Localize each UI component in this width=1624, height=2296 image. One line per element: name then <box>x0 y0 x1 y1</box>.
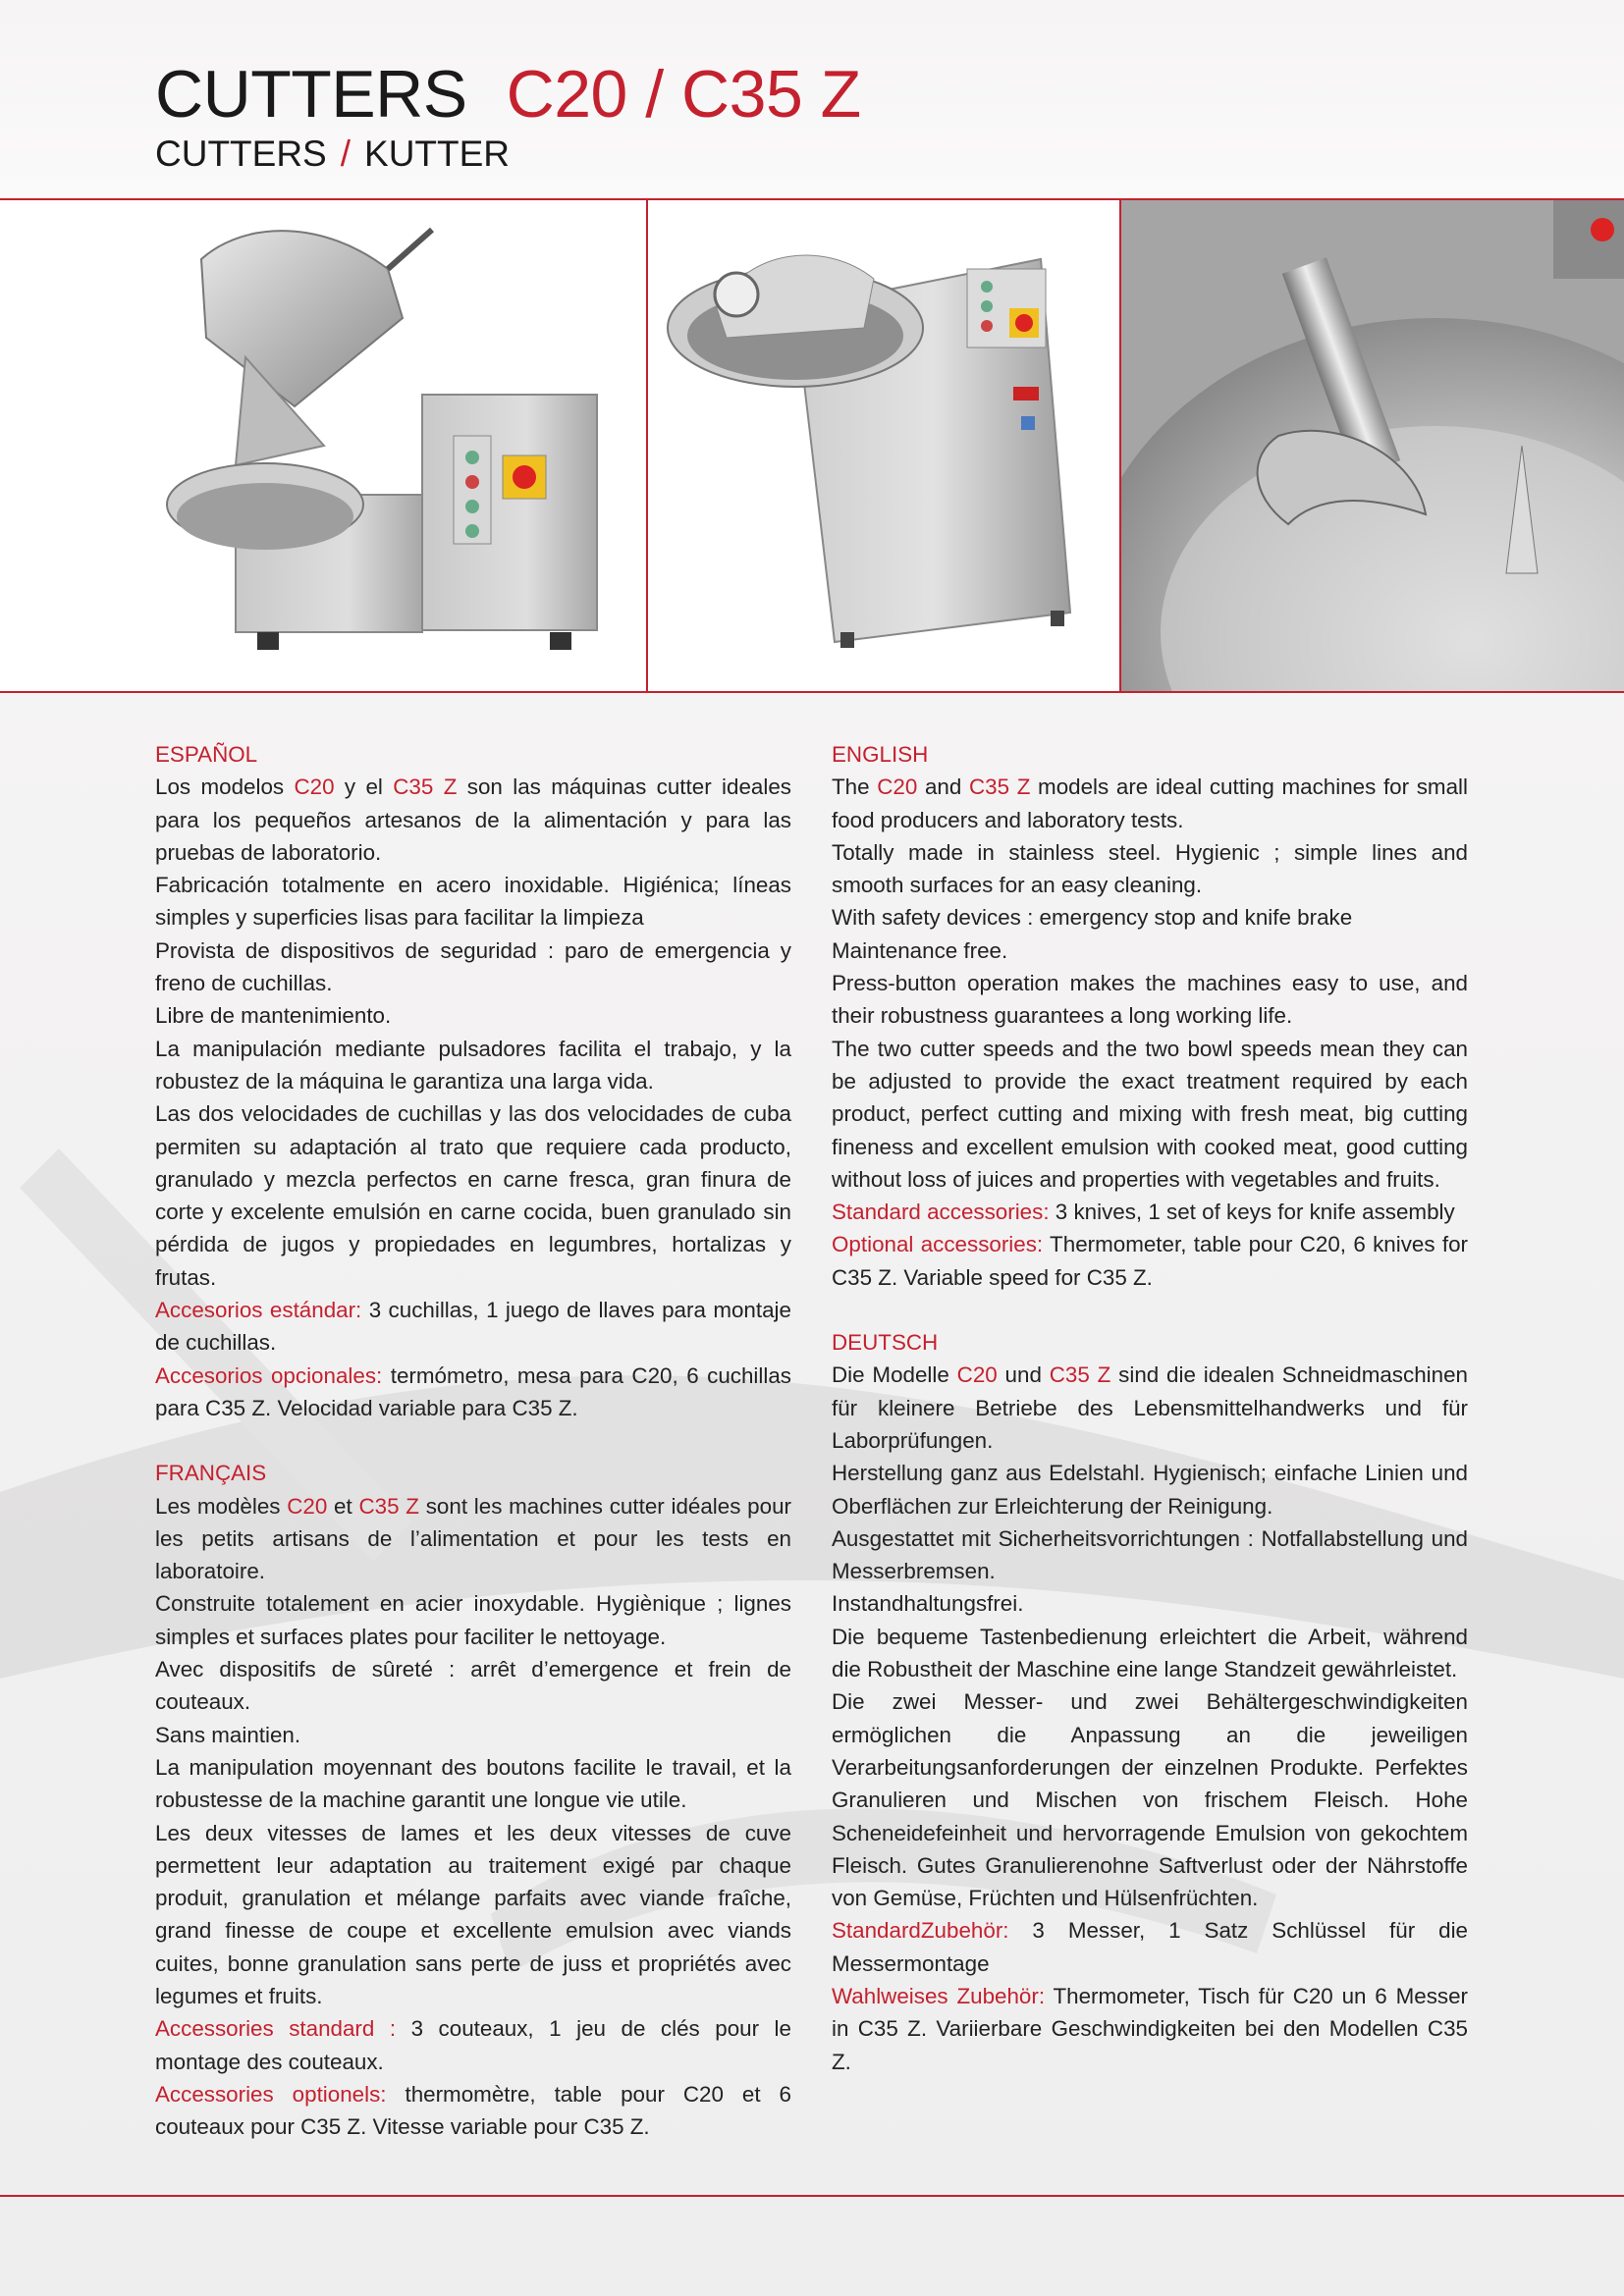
accessories-text: termómetro, mesa para C20, 6 cuchillas para C35 Z. Velocidad variable para C35 Z. <box>155 1362 791 1420</box>
accessories-text: Thermometer, table pour C20, 6 knives for C35 Z. Variable speed for C35 Z. <box>832 1232 1468 1290</box>
optional-accessories <box>155 2078 791 2144</box>
optional-accessories <box>832 1980 1468 2078</box>
intro-text: Les modèles <box>155 1493 288 1519</box>
intro-text: Die Modelle <box>832 1362 957 1388</box>
paragraph: Construite totalement en acier inoxydable. Hygiènique ; lignes simples et surfaces plates pour faciliter le nettoyage. <box>155 1591 791 1649</box>
page-subtitle <box>155 133 510 175</box>
accessories-label: Accesorios estándar: <box>155 1298 362 1323</box>
accessories-text: thermomètre, table pour C20 et 6 couteaux pour C35 Z. Vitesse variable pour C35 Z. <box>155 2081 791 2140</box>
section-english <box>832 738 1468 1294</box>
section-heading: ENGLISH <box>832 742 929 767</box>
section-espanol <box>155 738 791 1424</box>
photo-divider-2 <box>1119 200 1121 693</box>
intro-text: and <box>917 774 969 800</box>
accessories-text: Thermometer, Tisch für C20 un 6 Messer in C35 Z. Variierbare Geschwindigkeiten bei den Modellen C35 Z. <box>832 1983 1468 2074</box>
accessories-label: Accessories standard : <box>155 2016 397 2042</box>
paragraph: Avec dispositifs de sûreté : arrêt d’emergence et frein de couteaux. <box>155 1657 791 1715</box>
photo-bowl-closeup <box>1121 200 1624 693</box>
paragraph: Maintenance free. <box>832 937 1008 963</box>
accessories-label: Accesorios opcionales: <box>155 1362 383 1388</box>
accessories-label: Standard accessories: <box>832 1200 1050 1225</box>
intro-paragraph <box>832 771 1468 836</box>
photo-cutter-closed <box>648 200 1119 693</box>
paragraph: Die zwei Messer- und zwei Behältergeschwindigkeiten ermöglichen die Anpassung an die jeweiligen Verarbeitungsanforderungen der einzelnen Produkte. Perfektes Granulieren und Mischen von frischem Fleisch. Hohe Scheneidefeinheit und hervorragende Emulsion von gekochtem Fleisch. Gutes Granulierenohne Saftverlust oder der Nährstoffe von Gemüse, Früchten und Hülsenfrüchten. <box>832 1689 1468 1911</box>
model-c35z: C35 Z <box>968 774 1031 800</box>
column-left <box>155 738 791 2175</box>
intro-text: sind die idealen Schneidmaschinen für kleinere Betriebe des Lebensmittelhandwerks und für Laborprüfungen. <box>832 1362 1468 1453</box>
paragraph: Ausgestattet mit Sicherheitsvorrichtungen : Notfallabstellung und Messerbremsen. <box>832 1525 1468 1584</box>
accessories-text: 3 knives, 1 set of keys for knife assembly <box>1049 1200 1455 1225</box>
paragraph: La manipulation moyennant des boutons facilite le travail, et la robustesse de la machine garantit une longue vie utile. <box>155 1754 791 1813</box>
intro-text: und <box>997 1362 1050 1388</box>
accessories-label: Wahlweises Zubehör: <box>832 1983 1046 2008</box>
footer-rule <box>0 2195 1624 2197</box>
paragraph: Sans maintien. <box>155 1722 301 1747</box>
product-photo-strip <box>0 200 1624 693</box>
paragraph: Fabricación totalmente en acero inoxidable. Higiénica; líneas simples y superficies lisas para facilitar la limpieza <box>155 873 791 931</box>
photo-cutter-open <box>0 200 646 693</box>
accessories-label: Accessories optionels: <box>155 2081 387 2107</box>
model-c20: C20 <box>287 1493 328 1519</box>
paragraph: Die bequeme Tastenbedienung erleichtert die Arbeit, während die Robustheit der Maschine eine lange Standzeit gewährleistet. <box>832 1624 1468 1682</box>
intro-paragraph <box>155 1490 791 1588</box>
intro-text: The <box>832 774 878 800</box>
standard-accessories <box>832 1914 1468 1980</box>
optional-accessories <box>155 1360 791 1425</box>
page-title <box>155 57 861 132</box>
optional-accessories <box>832 1228 1468 1294</box>
accessories-text: 3 Messer, 1 Satz Schlüssel für die Messermontage <box>832 1918 1468 1976</box>
paragraph: The two cutter speeds and the two bowl speeds mean they can be adjusted to provide the exact treatment required by each product, perfect cutting and mixing with fresh meat, big cutting fineness and excellent emulsion with cooked meat, good cutting without loss of juices and properties with vegetables and fruits. <box>832 1036 1468 1192</box>
accessories-label: StandardZubehör: <box>832 1918 1009 1944</box>
model-c20: C20 <box>294 774 335 800</box>
title-main: CUTTERS <box>155 57 467 132</box>
column-right <box>832 738 1468 2110</box>
subtitle-right: KUTTER <box>364 133 511 174</box>
title-models: C20 / C35 Z <box>506 57 861 132</box>
intro-text: son las máquinas cutter ideales para los pequeños artesanos de la alimentación y para las pruebas de laboratorio. <box>155 774 791 865</box>
model-c35z: C35 Z <box>393 774 458 800</box>
model-c35z: C35 Z <box>358 1493 419 1519</box>
paragraph: Press-button operation makes the machines easy to use, and their robustness guarantees a long working life. <box>832 971 1468 1029</box>
paragraph: Les deux vitesses de lames et les deux vitesses de cuve permettent leur adaptation au traitement exigé par chaque produit, granulation et mélange parfaits avec viande fraîche, grand finesse de coupe et excellente emulsion avec viands cuites, bonne granulation sans perte de juss et propriétés avec legumes et fruits. <box>155 1820 791 2008</box>
intro-text: sont les machines cutter idéales pour les petits artisans de l’alimentation et pour les tests en laboratoire. <box>155 1493 791 1584</box>
paragraph: Las dos velocidades de cuchillas y las dos velocidades de cuba permiten su adaptación al trato que requiere cada producto, granulado y mezcla perfectos en carne fresca, gran finura de corte y excelente emulsión en carne cocida, buen granulado sin pérdida de jugos y propiedades en legumbres, hortalizas y frutas. <box>155 1101 791 1290</box>
subtitle-left: CUTTERS <box>155 133 327 174</box>
section-heading: FRANÇAIS <box>155 1461 267 1486</box>
intro-paragraph <box>155 771 791 869</box>
intro-text: models are ideal cutting machines for small food producers and laboratory tests. <box>832 774 1468 832</box>
intro-text: et <box>327 1493 359 1519</box>
subtitle-separator: / <box>340 133 352 174</box>
intro-paragraph <box>832 1359 1468 1457</box>
model-c20: C20 <box>956 1362 998 1388</box>
standard-accessories <box>155 1294 791 1360</box>
paragraph: Totally made in stainless steel. Hygienic ; simple lines and smooth surfaces for an easy cleaning. <box>832 839 1468 898</box>
paragraph: Libre de mantenimiento. <box>155 1003 392 1029</box>
model-c20: C20 <box>877 774 918 800</box>
paragraph: With safety devices : emergency stop and knife brake <box>832 905 1353 931</box>
photo-rule-bottom <box>0 691 1624 693</box>
section-francais <box>155 1457 791 2143</box>
section-heading: ESPAÑOL <box>155 742 258 767</box>
accessories-label: Optional accessories: <box>832 1232 1044 1257</box>
section-deutsch <box>832 1326 1468 2078</box>
paragraph: Herstellung ganz aus Edelstahl. Hygienisch; einfache Linien und Oberflächen zur Erleichterung der Reinigung. <box>832 1461 1468 1519</box>
paragraph: La manipulación mediante pulsadores facilita el trabajo, y la robustez de la máquina le garantiza una larga vida. <box>155 1036 791 1094</box>
intro-text: y el <box>334 774 394 800</box>
paragraph: Instandhaltungsfrei. <box>832 1591 1024 1617</box>
photo-divider-1 <box>646 200 648 693</box>
accessories-text: 3 couteaux, 1 jeu de clés pour le montage des couteaux. <box>155 2016 791 2074</box>
standard-accessories <box>832 1196 1468 1228</box>
section-heading: DEUTSCH <box>832 1330 939 1356</box>
accessories-text: 3 cuchillas, 1 juego de llaves para montaje de cuchillas. <box>155 1298 791 1356</box>
standard-accessories <box>155 2012 791 2078</box>
paragraph: Provista de dispositivos de seguridad : paro de emergencia y freno de cuchillas. <box>155 937 791 996</box>
intro-text: Los modelos <box>155 774 295 800</box>
model-c35z: C35 Z <box>1049 1362 1111 1388</box>
page-header <box>0 0 1624 198</box>
